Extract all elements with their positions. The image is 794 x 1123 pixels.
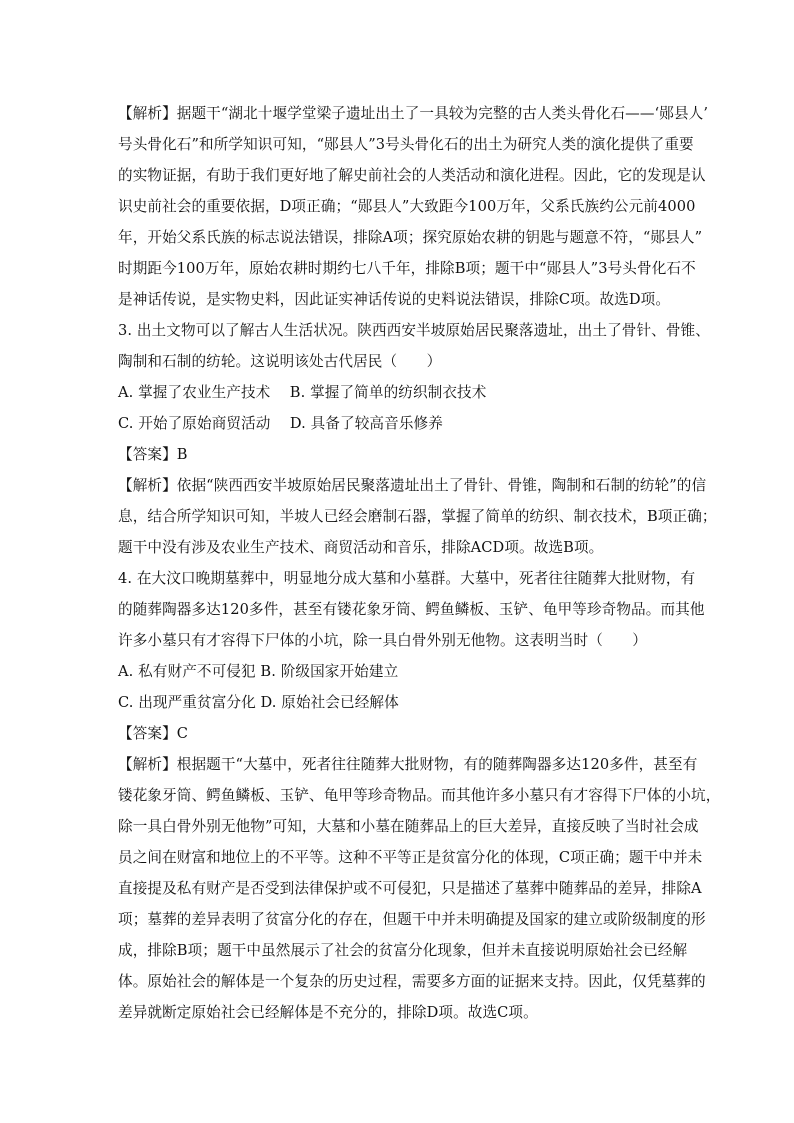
question-3-options: A. 掌握了农业生产技术 B. 掌握了简单的纺织制衣技术	[118, 384, 487, 401]
question-4-stem: 的随葬陶器多达120多件，甚至有镂花象牙筒、鳄鱼鳞板、玉铲、龟甲等珍奇物品。而其他	[118, 601, 705, 618]
analysis-line: 时期距今100万年，原始农耕时期约七八千年，排除B项；题干中“郧县人”3号头骨化石不	[118, 260, 696, 277]
question-4-analysis: 项；墓葬的差异表明了贫富分化的存在，但题干中并未明确提及国家的建立或阶级制度的形	[118, 911, 706, 928]
question-3-analysis: 题干中没有涉及农业生产技术、商贸活动和音乐，排除ACD项。故选B项。	[118, 539, 604, 556]
analysis-line: 的实物证据，有助于我们更好地了解史前社会的人类活动和演化进程。因此，它的发现是认	[118, 167, 706, 184]
question-4-analysis: 【解析】根据题干“大墓中，死者往往随葬大批财物，有的随葬陶器多达120多件，甚至有	[118, 756, 698, 773]
question-3-analysis: 【解析】依据“陕西西安半坡原始居民聚落遗址出土了骨针、骨锥，陶制和石制的纺轮”的信	[118, 477, 707, 494]
question-4-options: A. 私有财产不可侵犯 B. 阶级国家开始建立	[118, 663, 399, 680]
document-page	[118, 98, 721, 1028]
question-3-stem: 陶制和石制的纺轮。这说明该处古代居民（ ）	[118, 353, 442, 370]
question-4-stem: 4. 在大汶口晚期墓葬中，明显地分成大墓和小墓群。大墓中，死者往往随葬大批财物，有	[118, 570, 696, 587]
question-3-options: C. 开始了原始商贸活动 D. 具备了较高音乐修养	[118, 415, 443, 432]
question-4-analysis: 除一具白骨外别无他物”可知，大墓和小墓在随葬品上的巨大差异，直接反映了当时社会成	[118, 818, 699, 835]
question-3-stem: 3. 出土文物可以了解古人生活状况。陕西西安半坡原始居民聚落遗址，出土了骨针、骨锥、	[118, 322, 710, 339]
question-4-stem: 许多小墓只有才容得下尸体的小坑，除一具白骨外别无他物。这表明当时（ ）	[118, 632, 647, 649]
question-4-answer: 【答案】C	[118, 725, 189, 742]
question-4-analysis: 差异就断定原始社会已经解体是不充分的，排除D项。故选C项。	[118, 1004, 538, 1021]
question-4-analysis: 镂花象牙筒、鳄鱼鳞板、玉铲、龟甲等珍奇物品。而其他许多小墓只有才容得下尸体的小坑，	[118, 787, 721, 804]
analysis-line: 年，开始父系氏族的标志说法错误，排除A项；探究原始农耕的钥匙与题意不符，“郧县人”	[118, 229, 703, 246]
question-3-analysis: 息，结合所学知识可知，半坡人已经会磨制石器，掌握了简单的纺织、制衣技术，B项正确；	[118, 508, 717, 525]
question-4-analysis: 体。原始社会的解体是一个复杂的历史过程，需要多方面的证据来支持。因此，仅凭墓葬的	[118, 973, 706, 990]
analysis-line: 是神话传说，是实物史料，因此证实神话传说的史料说法错误，排除C项。故选D项。	[118, 291, 671, 308]
question-4-analysis: 员之间在财富和地位上的不平等。这种不平等正是贫富分化的体现，C项正确；题干中并未	[118, 849, 703, 866]
analysis-line: 号头骨化石”和所学知识可知，“郧县人”3号头骨化石的出土为研究人类的演化提供了重要	[118, 136, 694, 153]
question-4-analysis: 直接提及私有财产是否受到法律保护或不可侵犯，只是描述了墓葬中随葬品的差异，排除A	[118, 880, 702, 897]
question-4-analysis: 成，排除B项；题干中虽然展示了社会的贫富分化现象，但并未直接说明原始社会已经解	[118, 942, 688, 959]
analysis-line: 【解析】据题干“湖北十堰学堂梁子遗址出土了一具较为完整的古人类头骨化石——‘郧县人’	[118, 105, 709, 122]
question-3-answer: 【答案】B	[118, 446, 188, 463]
question-4-options: C. 出现严重贫富分化 D. 原始社会已经解体	[118, 694, 399, 711]
analysis-line: 识史前社会的重要依据，D项正确；“郧县人”大致距今100万年，父系氏族约公元前4000	[118, 198, 696, 215]
